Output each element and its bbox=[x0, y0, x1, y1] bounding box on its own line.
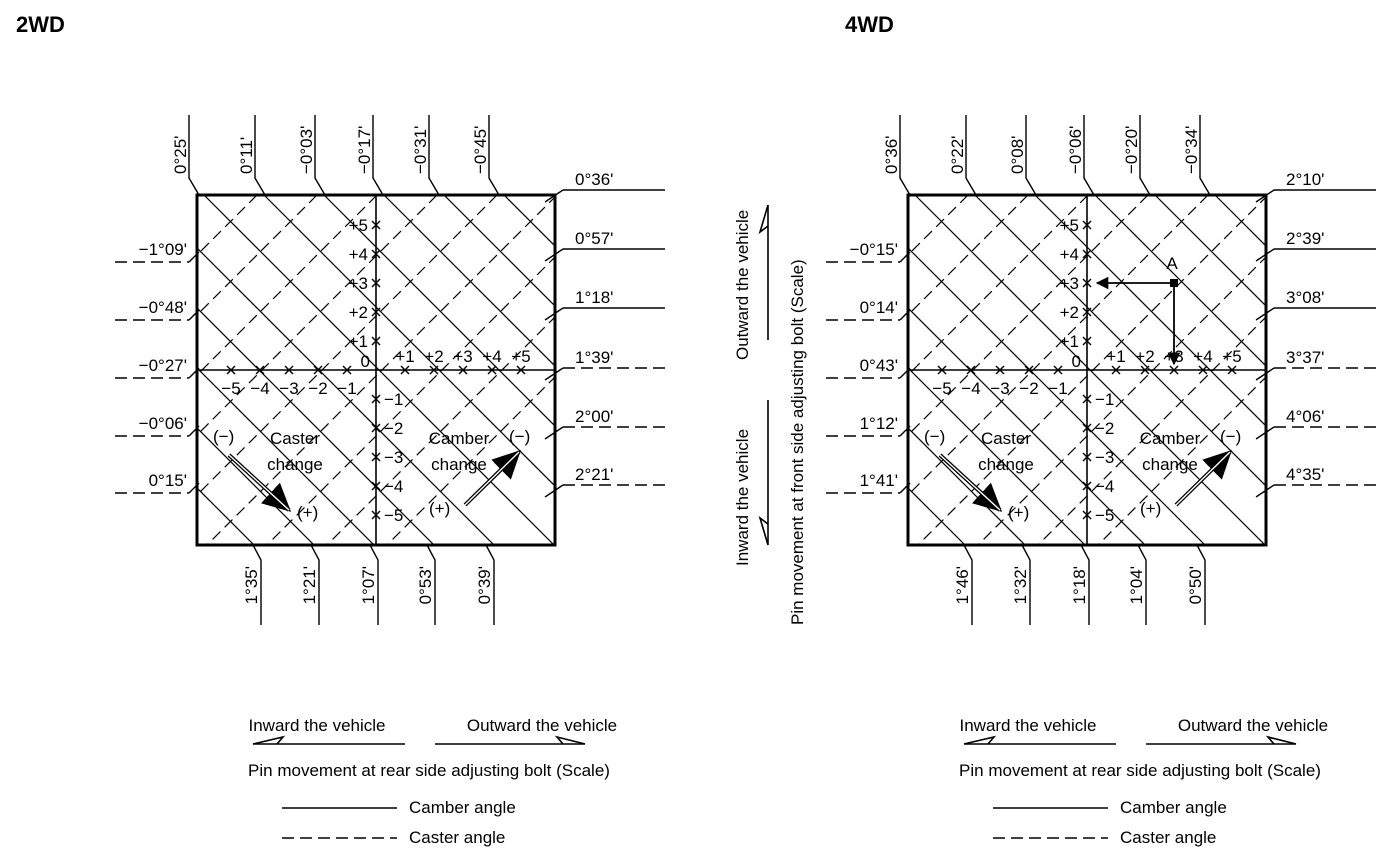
left-angle-label: 0°15' bbox=[148, 471, 187, 490]
bottom-angle-label: 1°35' bbox=[242, 566, 261, 605]
scale-label: −4 bbox=[384, 477, 404, 496]
scale-zero-label: 0 bbox=[360, 352, 370, 371]
legend-inward-label: Inward the vehicle bbox=[248, 716, 386, 735]
right-angle-label: 4°06' bbox=[1286, 407, 1325, 426]
minus-sign: (−) bbox=[924, 427, 946, 446]
scale-label: +3 bbox=[1059, 274, 1079, 293]
right-angle-label: 1°18' bbox=[575, 288, 614, 307]
camber-line bbox=[1215, 195, 1392, 595]
panel-heading: 2WD bbox=[16, 12, 65, 37]
right-angle-label: 2°10' bbox=[1286, 170, 1325, 189]
scale-label: +1 bbox=[1059, 332, 1079, 351]
point-a-label: A bbox=[1166, 254, 1178, 273]
top-leader bbox=[900, 115, 910, 195]
scale-label: +1 bbox=[395, 347, 415, 366]
camber-line bbox=[1095, 195, 1392, 595]
left-angle-label: 1°41' bbox=[859, 471, 898, 490]
scale-label: −5 bbox=[221, 379, 241, 398]
camber-line bbox=[444, 195, 844, 595]
scale-label: +5 bbox=[511, 347, 531, 366]
scale-label: −1 bbox=[384, 390, 404, 409]
scale-label: −3 bbox=[384, 448, 404, 467]
caster-line bbox=[268, 195, 668, 595]
camber-line bbox=[1335, 195, 1392, 595]
camber-line bbox=[564, 195, 964, 595]
legend-caster-label: Caster angle bbox=[1120, 828, 1217, 847]
plus-sign: (+) bbox=[297, 503, 319, 522]
top-angle-label: −0°45' bbox=[471, 125, 490, 174]
side-outward-label: Outward the vehicle bbox=[733, 209, 752, 360]
scale-label: −1 bbox=[1048, 379, 1068, 398]
scale-label: −4 bbox=[250, 379, 270, 398]
scale-label: −1 bbox=[337, 379, 357, 398]
scale-label: +2 bbox=[1059, 303, 1079, 322]
bottom-angle-label: 0°39' bbox=[475, 566, 494, 605]
scale-label: +1 bbox=[1106, 347, 1126, 366]
legend-camber-label: Camber angle bbox=[1120, 798, 1227, 817]
camber-change-label: change bbox=[431, 455, 487, 474]
scale-label: −5 bbox=[384, 506, 404, 525]
scale-label: −4 bbox=[1095, 477, 1115, 496]
bottom-angle-label: 1°18' bbox=[1070, 566, 1089, 605]
top-angle-label: −0°06' bbox=[1066, 125, 1085, 174]
plus-sign: (+) bbox=[1008, 503, 1030, 522]
caster-change-label: change bbox=[267, 455, 323, 474]
top-leader bbox=[1200, 115, 1210, 195]
right-angle-label: 4°35' bbox=[1286, 465, 1325, 484]
caster-line bbox=[0, 195, 17, 595]
legend-pin-movement: Pin movement at rear side adjusting bolt (Scale) bbox=[959, 761, 1321, 780]
caster-line bbox=[0, 195, 77, 595]
top-angle-label: −0°03' bbox=[297, 125, 316, 174]
camber-change-label: Camber bbox=[1139, 429, 1201, 448]
right-angle-label: 0°36' bbox=[575, 170, 614, 189]
scale-label: +5 bbox=[348, 216, 368, 235]
top-leader bbox=[1026, 115, 1036, 195]
camber-line bbox=[1275, 195, 1392, 595]
caster-line bbox=[0, 195, 257, 595]
left-angle-label: 1°12' bbox=[859, 414, 898, 433]
scale-label: +3 bbox=[453, 347, 473, 366]
camber-line bbox=[0, 195, 244, 595]
minus-sign: (−) bbox=[509, 427, 531, 446]
scale-label: +4 bbox=[1193, 347, 1213, 366]
legend-caster-label: Caster angle bbox=[409, 828, 506, 847]
panel-heading: 4WD bbox=[845, 12, 894, 37]
scale-label: −2 bbox=[1095, 419, 1115, 438]
legend-inward-arrowhead bbox=[964, 737, 994, 744]
top-angle-label: 0°08' bbox=[1008, 135, 1027, 174]
scale-label: −5 bbox=[932, 379, 952, 398]
scale-label: −5 bbox=[1095, 506, 1115, 525]
caster-change-label: Caster bbox=[269, 429, 321, 448]
bottom-angle-label: 1°21' bbox=[300, 566, 319, 605]
camber-change-label: change bbox=[1142, 455, 1198, 474]
scale-label: +4 bbox=[1059, 245, 1079, 264]
caster-line bbox=[928, 195, 1328, 595]
legend-outward-label: Outward the vehicle bbox=[466, 716, 618, 735]
side-inward-arrowhead bbox=[760, 518, 768, 545]
scale-label: −3 bbox=[1095, 448, 1115, 467]
legend-pin-movement: Pin movement at rear side adjusting bolt (Scale) bbox=[248, 761, 610, 780]
right-angle-label: 2°21' bbox=[575, 465, 614, 484]
scale-label: +2 bbox=[424, 347, 444, 366]
caster-line bbox=[508, 195, 908, 595]
top-leader bbox=[1140, 115, 1150, 195]
legend-inward-label: Inward the vehicle bbox=[959, 716, 1097, 735]
top-angle-label: 0°22' bbox=[948, 135, 967, 174]
caster-change-label: Caster bbox=[980, 429, 1032, 448]
panel-2wd bbox=[0, 12, 1084, 847]
caster-change-label: change bbox=[978, 455, 1034, 474]
minus-sign: (−) bbox=[1220, 427, 1242, 446]
top-angle-label: 0°11' bbox=[237, 136, 256, 174]
right-angle-label: 3°08' bbox=[1286, 288, 1325, 307]
plus-sign: (+) bbox=[429, 499, 451, 518]
top-leader bbox=[315, 115, 325, 195]
right-angle-label: 0°57' bbox=[575, 229, 614, 248]
left-angle-label: 0°14' bbox=[859, 298, 898, 317]
right-angle-label: 1°39' bbox=[575, 348, 614, 367]
scale-label: −4 bbox=[961, 379, 981, 398]
top-angle-label: 0°36' bbox=[882, 135, 901, 174]
camber-line bbox=[504, 195, 904, 595]
camber-change-label: Camber bbox=[428, 429, 490, 448]
caster-line bbox=[0, 195, 137, 595]
legend-outward-label: Outward the vehicle bbox=[1177, 716, 1329, 735]
legend-inward-arrowhead bbox=[253, 737, 283, 744]
scale-label: −3 bbox=[279, 379, 299, 398]
left-angle-label: −0°06' bbox=[138, 414, 187, 433]
scale-label: −3 bbox=[990, 379, 1010, 398]
bottom-angle-label: 0°50' bbox=[1186, 566, 1205, 605]
caster-line bbox=[388, 195, 788, 595]
bottom-angle-label: 1°07' bbox=[359, 566, 378, 605]
left-angle-label: −0°27' bbox=[138, 356, 187, 375]
scale-label: +4 bbox=[348, 245, 368, 264]
scale-label: +2 bbox=[1135, 347, 1155, 366]
left-angle-label: −1°09' bbox=[138, 240, 187, 259]
scale-label: −1 bbox=[1095, 390, 1115, 409]
side-inward-label: Inward the vehicle bbox=[733, 428, 752, 566]
top-leader bbox=[255, 115, 265, 195]
right-angle-label: 3°37' bbox=[1286, 348, 1325, 367]
legend-camber-label: Camber angle bbox=[409, 798, 516, 817]
scale-label: +5 bbox=[1222, 347, 1242, 366]
camber-line bbox=[384, 195, 784, 595]
scale-label: −2 bbox=[308, 379, 328, 398]
right-angle-label: 2°39' bbox=[1286, 229, 1325, 248]
camber-line bbox=[435, 195, 835, 595]
top-leader bbox=[373, 115, 383, 195]
scale-label: +4 bbox=[482, 347, 502, 366]
scale-label: +3 bbox=[348, 274, 368, 293]
side-scale-label: Pin movement at front side adjusting bolt (Scale) bbox=[788, 259, 807, 625]
scale-label: +5 bbox=[1059, 216, 1079, 235]
scale-zero-label: 0 bbox=[1071, 352, 1081, 371]
minus-sign: (−) bbox=[213, 427, 235, 446]
top-leader bbox=[189, 115, 199, 195]
bottom-angle-label: 1°32' bbox=[1011, 566, 1030, 605]
bottom-angle-label: 1°46' bbox=[953, 566, 972, 605]
top-angle-label: 0°25' bbox=[171, 135, 190, 174]
top-angle-label: −0°20' bbox=[1122, 125, 1141, 174]
top-leader bbox=[1084, 115, 1094, 195]
scale-label: −2 bbox=[384, 419, 404, 438]
top-leader bbox=[489, 115, 499, 195]
top-leader bbox=[429, 115, 439, 195]
right-angle-label: 2°00' bbox=[575, 407, 614, 426]
plus-sign: (+) bbox=[1140, 499, 1162, 518]
top-angle-label: −0°31' bbox=[411, 125, 430, 174]
legend-outward-arrowhead bbox=[1268, 737, 1296, 744]
left-angle-label: −0°15' bbox=[849, 240, 898, 259]
left-angle-label: 0°43' bbox=[859, 356, 898, 375]
top-angle-label: −0°17' bbox=[355, 125, 374, 174]
top-angle-label: −0°34' bbox=[1182, 125, 1201, 174]
camber-line bbox=[1155, 195, 1392, 595]
camber-line bbox=[0, 195, 124, 595]
side-outward-arrowhead bbox=[760, 205, 768, 232]
scale-label: +1 bbox=[348, 332, 368, 351]
left-angle-label: −0°48' bbox=[138, 298, 187, 317]
bottom-angle-label: 1°04' bbox=[1127, 566, 1146, 605]
camber-line bbox=[615, 195, 1015, 595]
bottom-angle-label: 0°53' bbox=[416, 566, 435, 605]
legend-outward-arrowhead bbox=[557, 737, 585, 744]
scale-label: +3 bbox=[1164, 347, 1184, 366]
scale-label: +2 bbox=[348, 303, 368, 322]
caster-line bbox=[217, 195, 617, 595]
scale-label: −2 bbox=[1019, 379, 1039, 398]
top-leader bbox=[966, 115, 976, 195]
